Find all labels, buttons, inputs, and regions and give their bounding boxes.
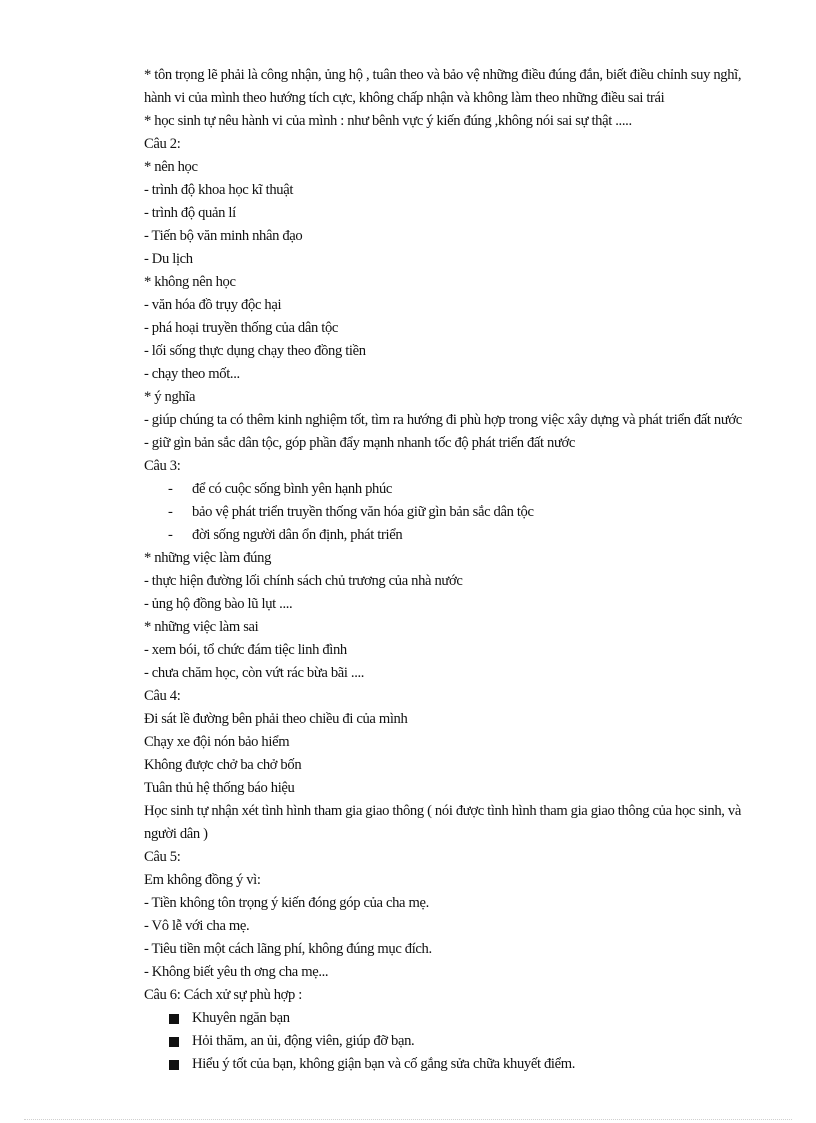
list-item-text: Hỏi thăm, an ủi, động viên, giúp đỡ bạn.: [192, 1033, 415, 1049]
dash-line: - lối sống thực dụng chạy theo đồng tiền: [144, 343, 366, 359]
dash-line: - thực hiện đường lối chính sách chủ trương của nhà nước: [144, 573, 463, 589]
dash-line: - Vô lễ với cha mẹ.: [144, 918, 250, 934]
section-label: * những việc làm sai: [144, 619, 259, 635]
dash-line: - Không biết yêu th ơng cha mẹ...: [144, 964, 329, 980]
dash-line: - chạy theo mốt...: [144, 366, 240, 382]
dash-line: - Tiêu tiền một cách lãng phí, không đúng mục đích.: [144, 941, 432, 957]
dash-marker: -: [168, 481, 173, 497]
text-line: Học sinh tự nhận xét tình hình tham gia giao thông ( nói được tình hình tham gia giao thông của học sinh, và người dân ): [144, 803, 741, 842]
dash-list-item: [144, 501, 770, 524]
dash-line: - xem bói, tổ chức đám tiệc linh đình: [144, 642, 347, 658]
list-item-text: đời sống người dân ổn định, phát triển: [192, 527, 403, 543]
dash-line: - trình độ khoa học kĩ thuật: [144, 182, 294, 198]
dash-line: - Tiến bộ văn minh nhân đạo: [144, 228, 303, 244]
list-item-text: để có cuộc sống bình yên hạnh phúc: [192, 481, 393, 497]
document-body: [144, 64, 770, 1076]
dash-list-item: [144, 524, 770, 547]
question-heading: Câu 6: Cách xử sự phù hợp :: [144, 987, 302, 1003]
dash-line: - ủng hộ đồng bào lũ lụt ....: [144, 596, 293, 612]
section-label: * những việc làm đúng: [144, 550, 272, 566]
dash-line: - văn hóa đồ trụy độc hại: [144, 297, 282, 313]
dash-marker: -: [168, 504, 173, 520]
square-bullet-icon: [169, 1037, 179, 1047]
question-heading: Câu 3:: [144, 458, 181, 474]
list-item-text: bảo vệ phát triển truyền thống văn hóa giữ gìn bản sắc dân tộc: [192, 504, 534, 520]
question-heading: Câu 4:: [144, 688, 181, 704]
dash-line: - chưa chăm học, còn vứt rác bừa bãi ....: [144, 665, 365, 681]
list-item-text: Hiểu ý tốt của bạn, không giận bạn và cố gắng sửa chữa khuyết điểm.: [192, 1056, 576, 1072]
text-line: hành vi của mình theo hướng tích cực, không chấp nhận và không làm theo những điều sai trái: [144, 90, 665, 106]
section-label: * ý nghĩa: [144, 389, 196, 405]
dash-line: - giúp chúng ta có thêm kinh nghiệm tốt, tìm ra hướng đi phù hợp trong việc xây dựng và phát triển đất nước: [144, 412, 742, 428]
section-label: * tôn trọng lẽ phải là công nhận, ủng hộ , tuân theo và bảo vệ những điều đúng đắn, biết điều chỉnh suy nghĩ,: [144, 67, 742, 83]
dash-marker: -: [168, 527, 173, 543]
square-bullet-item: [144, 1007, 770, 1030]
dash-list-item: [144, 478, 770, 501]
list-item-text: Khuyên ngăn bạn: [192, 1010, 290, 1026]
section-label: * học sinh tự nêu hành vi của mình : như bênh vực ý kiến đúng ,không nói sai sự thật .....: [144, 113, 632, 129]
section-label: * nên học: [144, 159, 198, 175]
square-bullet-icon: [169, 1014, 179, 1024]
square-bullet-item: [144, 1030, 770, 1053]
question-heading: Câu 2:: [144, 136, 181, 152]
text-line: Không được chở ba chở bốn: [144, 757, 302, 773]
text-line: Đi sát lề đường bên phải theo chiều đi của mình: [144, 711, 408, 727]
text-line: Tuân thủ hệ thống báo hiệu: [144, 780, 295, 796]
page-bottom-divider: [24, 1119, 792, 1120]
text-line: Em không đồng ý vì:: [144, 872, 261, 888]
text-line: Chạy xe đội nón bảo hiểm: [144, 734, 290, 750]
dash-line: - Tiền không tôn trọng ý kiến đóng góp của cha mẹ.: [144, 895, 429, 911]
square-bullet-item: [144, 1053, 770, 1076]
dash-line: - trình độ quản lí: [144, 205, 236, 221]
dash-line: - phá hoại truyền thống của dân tộc: [144, 320, 339, 336]
question-heading: Câu 5:: [144, 849, 181, 865]
square-bullet-icon: [169, 1060, 179, 1070]
dash-line: - giữ gìn bản sắc dân tộc, góp phần đẩy mạnh nhanh tốc độ phát triển đất nước: [144, 435, 576, 451]
dash-line: - Du lịch: [144, 251, 193, 267]
section-label: * không nên học: [144, 274, 236, 290]
